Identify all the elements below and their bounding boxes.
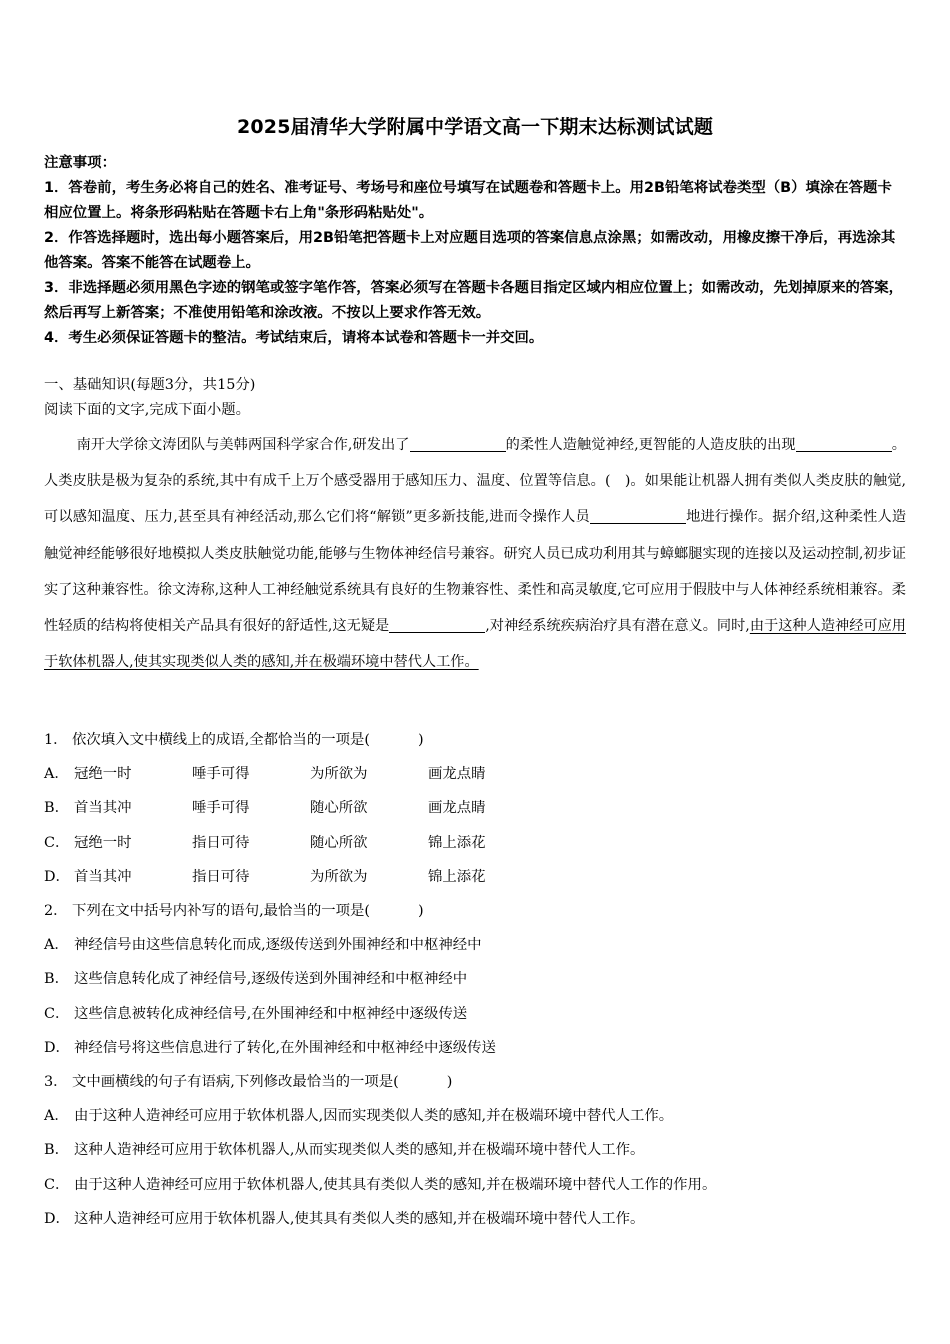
option-cell: 唾手可得 [192, 800, 250, 817]
option-cell: 冠绝一时 [74, 834, 132, 851]
question-stem [44, 723, 906, 757]
passage-text: ,对神经系统疾病治疗具有潜在意义。同时, [485, 618, 750, 635]
option-text: 神经信号由这些信息转化而成,逐级传送到外围神经和中枢神经中 [74, 937, 482, 954]
option-letter: C． [44, 1005, 70, 1022]
question-text: 文中画横线的句子有语病,下列修改最恰当的一项是( [72, 1074, 399, 1091]
option-cell: 首当其冲 [74, 868, 132, 885]
question-number: 2． [44, 903, 68, 920]
option-text: 这些信息转化成了神经信号,逐级传送到外围神经和中枢神经中 [74, 971, 468, 988]
question-text: 依次填入文中横线上的成语,全都恰当的一项是( [72, 732, 371, 748]
question-number: 1． [44, 732, 68, 748]
option-text: 由于这种人造神经可应用于软体机器人,使其具有类似人类的感知,并在极端环境中替代人工作的作用。 [74, 1176, 717, 1193]
option-row [44, 997, 906, 1031]
option-row [44, 791, 906, 825]
notice-block [44, 151, 906, 351]
option-row [44, 928, 906, 962]
notice-item: 2．作答选择题时，选出每小题答案后，用2B铅笔把答题卡上对应题目选项的答案信息点涂黑；如需改动，用橡皮擦干净后，再选涂其他答案。答案不能答在试题卷上。 [44, 230, 896, 271]
underlined-sentence: 由于这种人造神经可应用于软体机器人,使其实现类似人类的感知,并在极端环境中替代人工作。 [44, 618, 906, 671]
notice-heading: 注意事项： [44, 155, 116, 171]
option-row [44, 1099, 906, 1133]
option-row [44, 826, 906, 860]
option-cell: 随心所欲 [310, 800, 368, 817]
fill-blank [796, 435, 892, 452]
option-cell: 为所欲为 [310, 766, 368, 783]
passage-text: 南开大学徐文涛团队与美韩两国科学家合作,研发出了 [76, 437, 410, 453]
option-letter: A． [44, 937, 69, 954]
option-letter: D． [44, 868, 70, 885]
option-row [44, 1031, 906, 1065]
option-cell: 锦上添花 [428, 868, 486, 885]
option-letter: C． [44, 834, 70, 851]
option-cell: 锦上添花 [428, 834, 486, 851]
option-letter: C． [44, 1176, 70, 1193]
answer-paren-close: ) [418, 903, 424, 920]
option-cell: 画龙点睛 [428, 766, 486, 783]
option-row [44, 1168, 906, 1202]
option-text: 神经信号将这些信息进行了转化,在外围神经和中枢神经中逐级传送 [74, 1039, 496, 1056]
option-letter: D． [44, 1210, 70, 1227]
fill-blank [590, 507, 686, 524]
passage-text: 。人类皮肤是极为复杂的系统,其中有成千上万个感受器用于感知压力、温度、位置等信息。( )。如果能让机器人拥有类似人类皮肤的触觉,可以感知温度、压力,甚至具有神经活动,那么它们将“解锁”更多新技能,进而令操作人员 [44, 437, 906, 526]
option-cell: 唾手可得 [192, 766, 250, 783]
option-row [44, 860, 906, 894]
option-text: 由于这种人造神经可应用于软体机器人,因而实现类似人类的感知,并在极端环境中替代人工作。 [74, 1108, 674, 1125]
option-text: 这些信息被转化成神经信号,在外围神经和中枢神经中逐级传送 [74, 1005, 468, 1022]
option-letter: B． [44, 800, 69, 817]
option-letter: B． [44, 971, 69, 988]
option-cell: 指日可待 [192, 868, 250, 885]
option-row [44, 757, 906, 791]
answer-paren-close: ) [418, 732, 424, 748]
question-stem [44, 1065, 906, 1099]
question-list [44, 723, 906, 1236]
option-letter: A． [44, 1108, 69, 1125]
option-cell: 首当其冲 [74, 800, 132, 817]
option-row [44, 1133, 906, 1167]
notice-item: 4．考生必须保证答题卡的整洁。考试结束后，请将本试卷和答题卡一并交回。 [44, 330, 544, 346]
page-title: 2025届清华大学附属中学语文高一下期末达标测试试题 [236, 116, 714, 138]
notice-item: 1．答卷前，考生务必将自己的姓名、准考证号、考场号和座位号填写在试题卷和答题卡上。用2B铅笔将试卷类型（B）填涂在答题卡相应位置上。将条形码粘贴在答题卡右上角"条形码粘贴处"。 [44, 180, 892, 221]
option-letter: B． [44, 1142, 69, 1159]
passage-text: 的柔性人造触觉神经,更智能的人造皮肤的出现 [505, 437, 796, 453]
option-cell: 指日可待 [192, 834, 250, 851]
option-cell: 随心所欲 [310, 834, 368, 851]
notice-item: 3．非选择题必须用黑色字迹的钢笔或签字笔作答，答案必须写在答题卡各题目指定区域内相应位置上；如需改动，先划掉原来的答案，然后再写上新答案；不准使用铅笔和涂改液。不按以上要求作答无效。 [44, 280, 904, 321]
option-cell: 冠绝一时 [74, 766, 132, 783]
section-heading: 一、基础知识(每题3分，共15分) [44, 377, 256, 393]
option-row [44, 1202, 906, 1236]
option-letter: D． [44, 1039, 70, 1056]
question-number: 3． [44, 1074, 68, 1091]
question-text: 下列在文中括号内补写的语句,最恰当的一项是( [72, 903, 371, 920]
question-stem [44, 894, 906, 928]
option-cell: 画龙点睛 [428, 800, 486, 817]
option-cell: 为所欲为 [310, 868, 368, 885]
option-text: 这种人造神经可应用于软体机器人,使其具有类似人类的感知,并在极端环境中替代人工作。 [74, 1210, 645, 1227]
fill-blank [410, 435, 506, 452]
option-row [44, 962, 906, 996]
answer-paren-close: ) [446, 1074, 453, 1091]
passage-text: 地进行操作。据介绍,这种柔性人造触觉神经能够很好地模拟人类皮肤触觉功能,能够与生物体神经信号兼容。研究人员已成功利用其与蟑螂腿实现的连接以及运动控制,初步证实了这种兼容性。徐文涛称,这种人工神经触觉系统具有良好的生物兼容性、柔性和高灵敏度,它可应用于假肢中与人体神经系统相兼容。柔性轻质的结构将使相关产品具有很好的舒适性,这无疑是 [44, 509, 907, 635]
reading-passage [44, 427, 906, 680]
option-letter: A． [44, 766, 69, 783]
fill-blank [389, 616, 485, 633]
option-text: 这种人造神经可应用于软体机器人,从而实现类似人类的感知,并在极端环境中替代人工作。 [74, 1142, 645, 1159]
section-instruction: 阅读下面的文字,完成下面小题。 [44, 402, 251, 418]
